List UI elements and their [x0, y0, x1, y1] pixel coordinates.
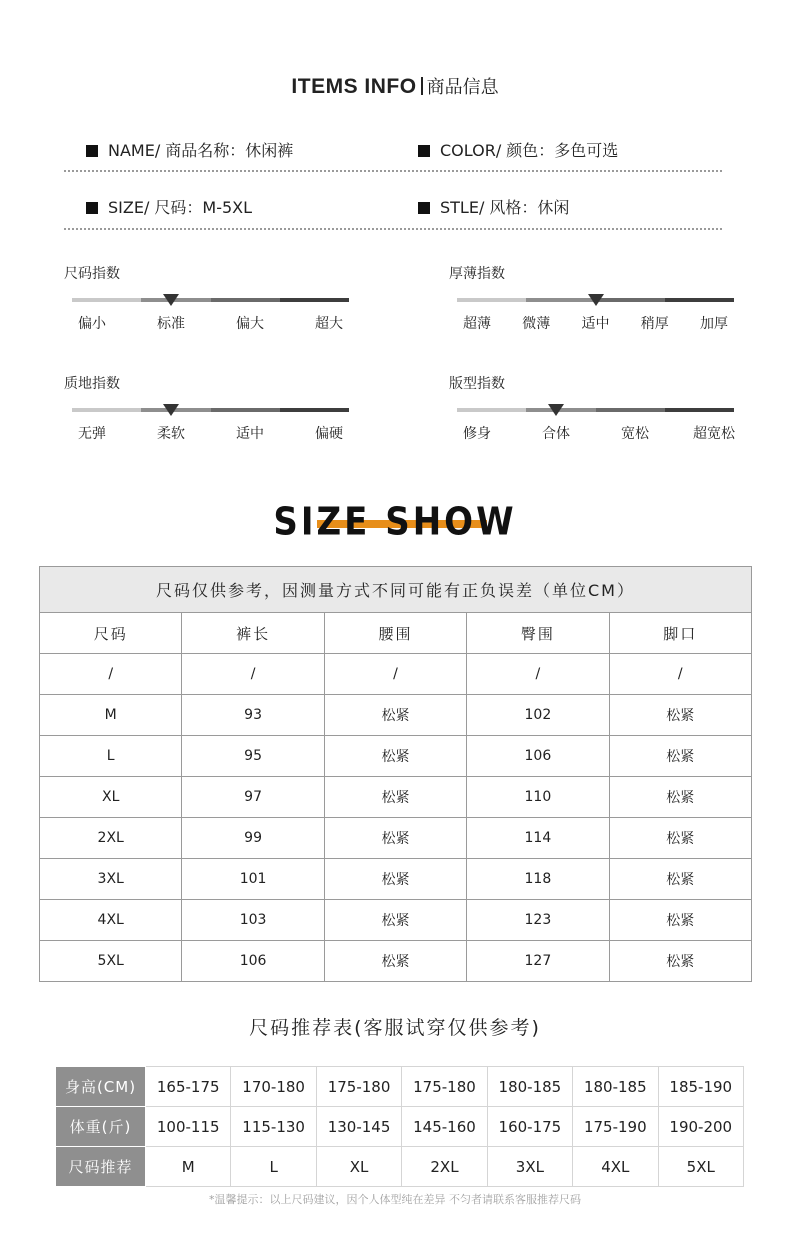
info-style: [418, 197, 569, 219]
recommend-cell: L: [231, 1147, 316, 1187]
items-info-title-cn: 商品信息: [426, 77, 499, 98]
recommend-cell: 3XL: [487, 1147, 572, 1187]
index-title: 质地指数: [64, 376, 120, 392]
size-table-cell: XL: [40, 777, 182, 818]
size-table-row: [40, 859, 752, 900]
index-bar-segment: [665, 408, 734, 412]
recommend-row-label: 身高(CM): [56, 1067, 146, 1107]
size-table-cell: 松紧: [324, 859, 466, 900]
size-table-row: [40, 941, 752, 982]
square-bullet-icon: [86, 202, 98, 214]
recommend-row: [56, 1067, 744, 1107]
size-table-cell: /: [609, 654, 751, 695]
size-table-body: [40, 654, 752, 982]
recommend-cell: 100-115: [146, 1107, 231, 1147]
size-table-cell: 5XL: [40, 941, 182, 982]
index-bar-segment: [665, 298, 734, 302]
index-bar-segment: [457, 408, 526, 412]
size-table-cell: 松紧: [609, 777, 751, 818]
index-bar-segment: [211, 408, 280, 412]
index-label: 适中: [581, 316, 610, 332]
size-table-cell: 松紧: [324, 941, 466, 982]
size-table-cell: 松紧: [609, 736, 751, 777]
size-table-cell: 114: [467, 818, 609, 859]
index-bar-segment: [457, 298, 526, 302]
recommend-table: [55, 1066, 744, 1187]
index-bar-segment: [211, 298, 280, 302]
size-table-cell: 103: [182, 900, 324, 941]
size-table-cell: /: [182, 654, 324, 695]
info-name: [86, 140, 293, 162]
index-label: 微薄: [522, 316, 551, 332]
recommend-cell: 4XL: [573, 1147, 658, 1187]
recommend-row-label: 尺码推荐: [56, 1147, 146, 1187]
size-table-cell: 松紧: [609, 818, 751, 859]
index-label: 超宽松: [693, 426, 735, 442]
index-label: 修身: [463, 426, 491, 442]
size-table-caption: 尺码仅供参考，因测量方式不同可能有正负误差（单位CM）: [40, 567, 752, 613]
index-label: 适中: [236, 426, 264, 442]
square-bullet-icon: [418, 145, 430, 157]
recommend-cell: 165-175: [146, 1067, 231, 1107]
index-bar-segment: [72, 298, 141, 302]
size-table-row: [40, 695, 752, 736]
index-label: 柔软: [157, 426, 185, 442]
index-marker-icon: [163, 294, 179, 306]
size-table-cell: 110: [467, 777, 609, 818]
recommend-table-body: [56, 1067, 744, 1187]
index-bar-segment: [596, 298, 665, 302]
size-table-cell: 106: [182, 941, 324, 982]
index-label: 无弹: [78, 426, 106, 442]
index-label: 标准: [157, 316, 185, 332]
index-title: 厚薄指数: [449, 266, 505, 282]
size-table-cell: 松紧: [324, 695, 466, 736]
recommend-row: [56, 1147, 744, 1187]
items-info-title-en: ITEMS INFO: [291, 75, 417, 98]
size-table-cell: 97: [182, 777, 324, 818]
size-show-heading: [0, 500, 790, 546]
recommend-title: 尺码推荐表(客服试穿仅供参考): [249, 1017, 541, 1039]
recommend-cell: 175-190: [573, 1107, 658, 1147]
size-table-cell: 95: [182, 736, 324, 777]
index-label: 宽松: [621, 426, 649, 442]
index-marker-icon: [548, 404, 564, 416]
size-table-row: [40, 818, 752, 859]
recommend-cell: 130-145: [316, 1107, 401, 1147]
size-table-row: [40, 736, 752, 777]
size-table-header-cell: 臀围: [467, 613, 609, 654]
size-table-cell: 松紧: [324, 818, 466, 859]
size-table-cell: /: [324, 654, 466, 695]
recommend-row: [56, 1107, 744, 1147]
recommend-cell: 180-185: [487, 1067, 572, 1107]
size-table-row: [40, 900, 752, 941]
index-bar-segment: [596, 408, 665, 412]
index-marker-icon: [588, 294, 604, 306]
index-label: 超薄: [463, 316, 491, 332]
index-bar: [72, 408, 349, 412]
info-color: [418, 140, 618, 162]
size-table-cell: 3XL: [40, 859, 182, 900]
recommend-cell: 190-200: [658, 1107, 743, 1147]
recommend-cell: 160-175: [487, 1107, 572, 1147]
size-table-row: [40, 777, 752, 818]
recommend-cell: XL: [316, 1147, 401, 1187]
index-title: 尺码指数: [64, 266, 120, 282]
size-table-cell: 123: [467, 900, 609, 941]
recommend-cell: 185-190: [658, 1067, 743, 1107]
size-table-cell: 102: [467, 695, 609, 736]
size-table-cell: 松紧: [324, 777, 466, 818]
recommend-cell: M: [146, 1147, 231, 1187]
recommend-cell: 145-160: [402, 1107, 487, 1147]
size-table-header-cell: 腰围: [324, 613, 466, 654]
index-bar-segment: [72, 408, 141, 412]
items-info-title: [0, 72, 790, 102]
size-table-cell: 118: [467, 859, 609, 900]
size-table-cell: /: [40, 654, 182, 695]
recommend-cell: 170-180: [231, 1067, 316, 1107]
size-table-cell: 99: [182, 818, 324, 859]
recommend-cell: 115-130: [231, 1107, 316, 1147]
index-label: 加厚: [700, 316, 728, 332]
index-bar: [457, 408, 734, 412]
dotted-divider: [64, 228, 722, 230]
size-show-title: SIZE SHOW: [273, 499, 517, 545]
info-color-text: COLOR/ 颜色：多色可选: [440, 141, 619, 160]
index-title: 版型指数: [449, 376, 505, 392]
recommend-cell: 5XL: [658, 1147, 743, 1187]
size-table-cell: 2XL: [40, 818, 182, 859]
index-bar-segment: [526, 298, 595, 302]
index-bar-segment: [280, 408, 349, 412]
index-bar-segment: [280, 298, 349, 302]
size-table-cell: 93: [182, 695, 324, 736]
index-label: 稍厚: [640, 316, 669, 332]
recommend-cell: 175-180: [316, 1067, 401, 1107]
size-table-header-cell: 尺码: [40, 613, 182, 654]
info-size-text: SIZE/ 尺码：M-5XL: [108, 198, 253, 217]
size-table-cell: /: [467, 654, 609, 695]
info-size: [86, 197, 252, 219]
index-bar: [72, 298, 349, 302]
recommend-cell: 175-180: [402, 1067, 487, 1107]
size-table-cell: 松紧: [324, 736, 466, 777]
index-label: 合体: [542, 426, 570, 442]
size-table-header-cell: 裤长: [182, 613, 324, 654]
info-style-text: STLE/ 风格：休闲: [440, 198, 570, 217]
index-label: 偏大: [236, 316, 264, 332]
info-name-text: NAME/ 商品名称：休闲裤: [108, 141, 294, 160]
size-table: [39, 566, 752, 982]
size-table-cell: 101: [182, 859, 324, 900]
size-table-cell: 松紧: [324, 900, 466, 941]
recommend-cell: 180-185: [573, 1067, 658, 1107]
size-table-cell: 松紧: [609, 900, 751, 941]
size-table-row: [40, 654, 752, 695]
size-table-header: [40, 613, 752, 654]
size-table-cell: L: [40, 736, 182, 777]
index-label: 超大: [315, 316, 343, 332]
index-marker-icon: [163, 404, 179, 416]
recommend-cell: 2XL: [402, 1147, 487, 1187]
size-table-cell: 4XL: [40, 900, 182, 941]
dotted-divider: [64, 170, 722, 172]
square-bullet-icon: [418, 202, 430, 214]
size-table-cell: 松紧: [609, 941, 751, 982]
size-table-cell: 106: [467, 736, 609, 777]
size-table-cell: M: [40, 695, 182, 736]
size-table-cell: 松紧: [609, 695, 751, 736]
title-divider: [421, 77, 423, 95]
size-table-cell: 松紧: [609, 859, 751, 900]
recommend-row-label: 体重(斤): [56, 1107, 146, 1147]
index-label: 偏硬: [315, 426, 343, 442]
square-bullet-icon: [86, 145, 98, 157]
size-table-header-cell: 脚口: [609, 613, 751, 654]
size-table-cell: 127: [467, 941, 609, 982]
warm-tip: *温馨提示：以上尺码建议，因个人体型纯在差异 不匀者请联系客服推荐尺码: [209, 1193, 581, 1206]
index-label: 偏小: [78, 316, 106, 332]
